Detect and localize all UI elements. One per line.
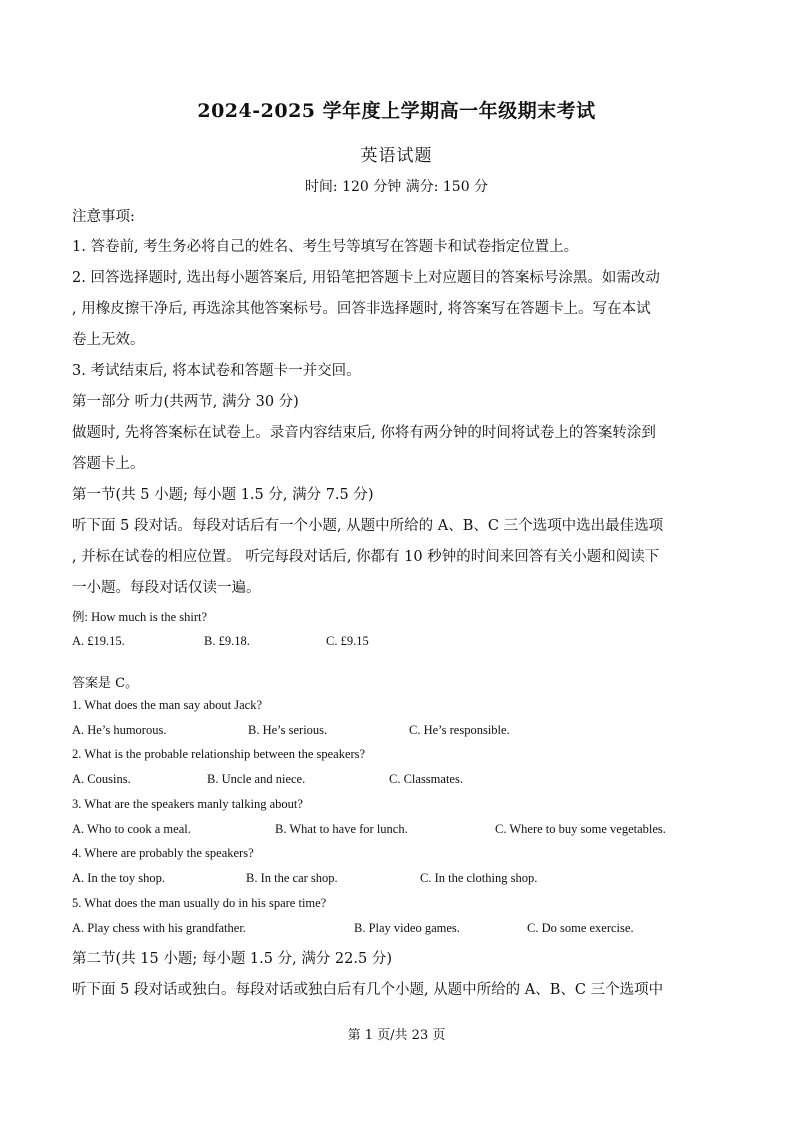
question-2-option-c: C. Classmates.: [389, 772, 463, 786]
exam-time-info: 时间: 120 分钟 满分: 150 分: [304, 179, 489, 195]
question-2: 2. What is the probable relationship between the speakers?: [72, 747, 366, 761]
notice-item-3: 3. 考试结束后, 将本试卷和答题卡一并交回。: [72, 363, 361, 379]
question-5-option-a: A. Play chess with his grandfather.: [72, 921, 246, 935]
question-3: 3. What are the speakers manly talking about?: [72, 797, 303, 811]
question-4-option-a: A. In the toy shop.: [72, 871, 166, 885]
part1-intro-line-1: 做题时, 先将答案标在试卷上。录音内容结束后, 你将有两分钟的时间将试卷上的答案转涂到: [72, 425, 656, 441]
question-2-option-a: A. Cousins.: [72, 772, 131, 786]
notice-heading: 注意事项:: [72, 209, 135, 225]
question-5-option-c: C. Do some exercise.: [527, 921, 634, 935]
section1-intro-line-1: 听下面 5 段对话。每段对话后有一个小题, 从题中所给的 A、B、C 三个选项中选出最佳选项: [72, 518, 664, 534]
notice-item-2-line-3: 卷上无效。: [72, 332, 145, 348]
question-3-option-b: B. What to have for lunch.: [275, 822, 408, 836]
question-2-option-b: B. Uncle and niece.: [207, 772, 306, 786]
question-3-option-c: C. Where to buy some vegetables.: [495, 822, 666, 836]
example-option-c: C. £9.15: [326, 634, 369, 648]
question-5-option-b: B. Play video games.: [354, 921, 460, 935]
question-4: 4. Where are probably the speakers?: [72, 846, 254, 860]
question-5: 5. What does the man usually do in his spare time?: [72, 896, 327, 910]
notice-item-1: 1. 答卷前, 考生务必将自己的姓名、考生号等填写在答题卡和试卷指定位置上。: [72, 239, 579, 255]
exam-title: 2024-2025 学年度上学期高一年级期末考试: [197, 100, 596, 122]
question-4-option-b: B. In the car shop.: [246, 871, 338, 885]
exam-subject: 英语试题: [360, 146, 433, 166]
question-1-option-a: A. He’s humorous.: [72, 723, 167, 737]
example-option-a: A. £19.15.: [72, 634, 125, 648]
example-question: 例: How much is the shirt?: [72, 610, 208, 624]
question-1-option-c: C. He’s responsible.: [409, 723, 510, 737]
section2-heading: 第二节(共 15 小题; 每小题 1.5 分, 满分 22.5 分): [72, 951, 392, 967]
question-3-option-a: A. Who to cook a meal.: [72, 822, 191, 836]
notice-item-2-line-2: , 用橡皮擦干净后, 再选涂其他答案标号。回答非选择题时, 将答案写在答题卡上。写在本试: [72, 301, 651, 317]
part1-heading: 第一部分 听力(共两节, 满分 30 分): [72, 394, 299, 410]
section1-intro-line-2: , 并标在试卷的相应位置。 听完每段对话后, 你都有 10 秒钟的时间来回答有关小题和阅读下: [72, 549, 660, 565]
page-number: 第 1 页/共 23 页: [347, 1028, 446, 1043]
question-4-option-c: C. In the clothing shop.: [420, 871, 538, 885]
question-1: 1. What does the man say about Jack?: [72, 698, 262, 712]
part1-intro-line-2: 答题卡上。: [72, 456, 145, 472]
section2-intro-line-1: 听下面 5 段对话或独白。每段对话或独白后有几个小题, 从题中所给的 A、B、C 三个选项中: [72, 982, 664, 998]
example-answer: 答案是 C。: [72, 676, 139, 691]
section1-intro-line-3: 一小题。每段对话仅读一遍。: [72, 580, 261, 596]
example-option-b: B. £9.18.: [204, 634, 250, 648]
section1-heading: 第一节(共 5 小题; 每小题 1.5 分, 满分 7.5 分): [72, 487, 374, 503]
notice-item-2-line-1: 2. 回答选择题时, 选出每小题答案后, 用铅笔把答题卡上对应题目的答案标号涂黑。如需改动: [72, 270, 660, 286]
question-1-option-b: B. He’s serious.: [248, 723, 328, 737]
